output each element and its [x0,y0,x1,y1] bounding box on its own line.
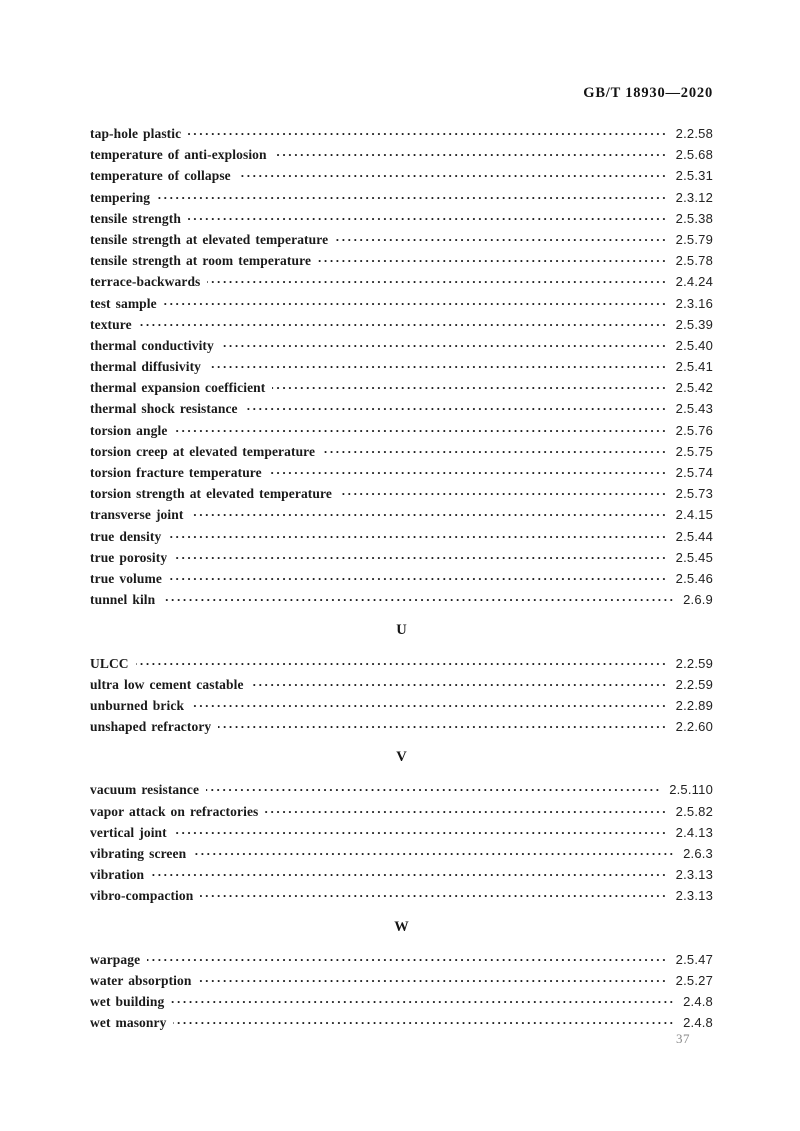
index-ref: 2.5.31 [675,168,713,184]
index-term: thermal conductivity [90,337,214,353]
index-ref: 2.2.59 [675,655,713,671]
index-entry-row [90,335,713,356]
index-entry-row [90,801,713,822]
index-term: wet building [90,994,165,1010]
index-term: test sample [90,295,157,311]
index-ref: 2.3.13 [675,867,713,883]
index-ref: 2.2.59 [675,676,713,692]
index-ref: 2.5.78 [675,253,713,269]
index-ref: 2.5.75 [675,443,713,459]
dot-leader [164,293,668,314]
index-term: vacuum resistance [90,782,200,798]
index-entry-row [90,271,713,292]
index-entry-row [90,187,713,208]
index-entry-row [90,716,713,737]
index-term: vapor attack on refractories [90,803,259,819]
index-ref: 2.2.89 [675,697,713,713]
index-entry-row [90,695,713,716]
index-term: vibro-compaction [90,888,194,904]
index-term: tunnel kiln [90,592,156,608]
doc-code-header: GB/T 18930—2020 [583,85,713,101]
index-term: tensile strength [90,210,181,226]
index-ref: 2.2.60 [675,719,713,735]
index-entry-row [90,123,713,144]
dot-leader [218,716,667,737]
index-ref: 2.4.8 [683,1015,713,1031]
index-ref: 2.5.74 [675,465,713,480]
index-entry-row [90,970,713,991]
section-letter-U: U [396,622,407,639]
index-entry-row [90,504,713,525]
index-entry-row [90,356,713,377]
index-entry-row [90,483,713,504]
dot-leader [188,123,667,144]
index-term: transverse joint [90,507,184,523]
dot-leader [318,250,668,271]
dot-leader [251,674,668,695]
index-term: terrace-backwards [90,274,201,290]
index-term: tensile strength at elevated temperature [90,231,329,247]
dot-leader [269,462,668,483]
index-term: tempering [90,189,151,205]
dot-leader [272,377,667,398]
dot-leader [139,314,668,335]
dot-leader [238,165,668,186]
index-ref: 2.5.47 [675,951,713,967]
index-entry-row [90,779,713,800]
index-entry-row [90,1012,713,1033]
index-term: vibration [90,867,145,883]
index-list [90,123,713,1034]
index-entry-row [90,949,713,970]
index-entry-row [90,420,713,441]
index-entry-row [90,885,713,906]
index-term: temperature of anti-explosion [90,147,267,163]
index-entry-row [90,589,713,610]
index-entry-row [90,991,713,1012]
dot-leader [207,271,667,292]
index-entry-row [90,568,713,589]
dot-leader [198,970,667,991]
dot-leader [157,187,668,208]
index-ref: 2.5.38 [675,210,713,226]
index-term: thermal diffusivity [90,359,202,375]
dot-leader [151,864,668,885]
index-ref: 2.5.39 [675,316,713,332]
index-term: ULCC [90,655,129,671]
index-ref: 2.4.15 [675,507,713,523]
index-term: temperature of collapse [90,168,231,184]
index-term: torsion angle [90,422,168,438]
dot-leader [206,779,661,800]
index-ref: 2.5.73 [675,486,713,502]
index-term: true density [90,528,162,544]
index-entry-row [90,653,713,674]
dot-leader [147,949,667,970]
dot-leader [173,1012,675,1033]
index-entry-row [90,208,713,229]
dot-leader [162,589,675,610]
index-term: tap-hole plastic [90,126,182,141]
index-term: wet masonry [90,1015,167,1031]
dot-leader [168,526,667,547]
index-term: unshaped refractory [90,719,212,735]
index-term: thermal shock resistance [90,401,238,417]
dot-leader [245,398,668,419]
index-term: warpage [90,951,141,967]
dot-leader [274,144,668,165]
index-ref: 2.5.44 [675,528,713,544]
dot-leader [339,483,668,504]
index-entry-row [90,250,713,271]
dot-leader [193,843,675,864]
index-ref: 2.4.8 [683,994,713,1010]
index-ref: 2.2.58 [675,126,713,141]
index-entry-row [90,547,713,568]
index-ref: 2.5.40 [675,337,713,353]
index-term: vibrating screen [90,846,187,862]
index-entry-row [90,314,713,335]
section-letter-W: W [394,918,409,935]
index-ref: 2.4.24 [675,274,713,290]
index-term: unburned brick [90,697,185,713]
index-term: thermal expansion coefficient [90,380,266,396]
index-ref: 2.5.42 [675,380,713,396]
index-entry-row [90,229,713,250]
index-entry-row [90,377,713,398]
index-term: tensile strength at room temperature [90,253,312,269]
index-term: torsion fracture temperature [90,465,262,480]
dot-leader [174,822,668,843]
dot-leader [208,356,668,377]
dot-leader [200,885,667,906]
index-ref: 2.3.16 [675,295,713,311]
dot-leader [322,441,668,462]
index-ref: 2.4.13 [675,824,713,840]
index-entry-row [90,864,713,885]
section-letter-V: V [396,749,407,766]
dot-leader [174,547,667,568]
dot-leader [174,420,667,441]
index-entry-row [90,398,713,419]
index-ref: 2.6.9 [683,592,713,608]
index-entry-row [90,165,713,186]
index-entry-row [90,822,713,843]
index-ref: 2.5.68 [675,147,713,163]
dot-leader [171,991,675,1012]
index-entry-row [90,441,713,462]
dot-leader [136,653,668,674]
dot-leader [191,695,668,716]
index-entry-row [90,526,713,547]
index-term: water absorption [90,972,192,988]
index-term: ultra low cement castable [90,676,244,692]
index-ref: 2.5.46 [675,570,713,586]
index-ref: 2.5.82 [675,803,713,819]
dot-leader [335,229,667,250]
index-ref: 2.5.43 [675,401,713,417]
index-ref: 2.6.3 [683,846,713,862]
dot-leader [169,568,668,589]
index-term: torsion strength at elevated temperature [90,486,332,502]
index-ref: 2.5.110 [669,782,713,798]
index-ref: 2.5.76 [675,422,713,438]
index-entry-row [90,144,713,165]
index-entry-row [90,293,713,314]
index-ref: 2.5.45 [675,549,713,565]
index-ref: 2.5.79 [675,231,713,247]
page-number: 37 [676,1031,690,1046]
index-term: texture [90,316,132,332]
index-ref: 2.3.13 [675,888,713,904]
dot-leader [190,504,667,525]
index-entry-row [90,674,713,695]
index-entry-row [90,462,713,483]
dot-leader [221,335,668,356]
index-term: true porosity [90,549,168,565]
index-term: true volume [90,570,162,586]
dot-leader [265,801,667,822]
index-ref: 2.3.12 [675,189,713,205]
index-term: vertical joint [90,824,167,840]
index-ref: 2.5.41 [675,359,713,375]
index-entry-row [90,843,713,864]
index-ref: 2.5.27 [675,972,713,988]
index-term: torsion creep at elevated temperature [90,443,316,459]
dot-leader [188,208,668,229]
